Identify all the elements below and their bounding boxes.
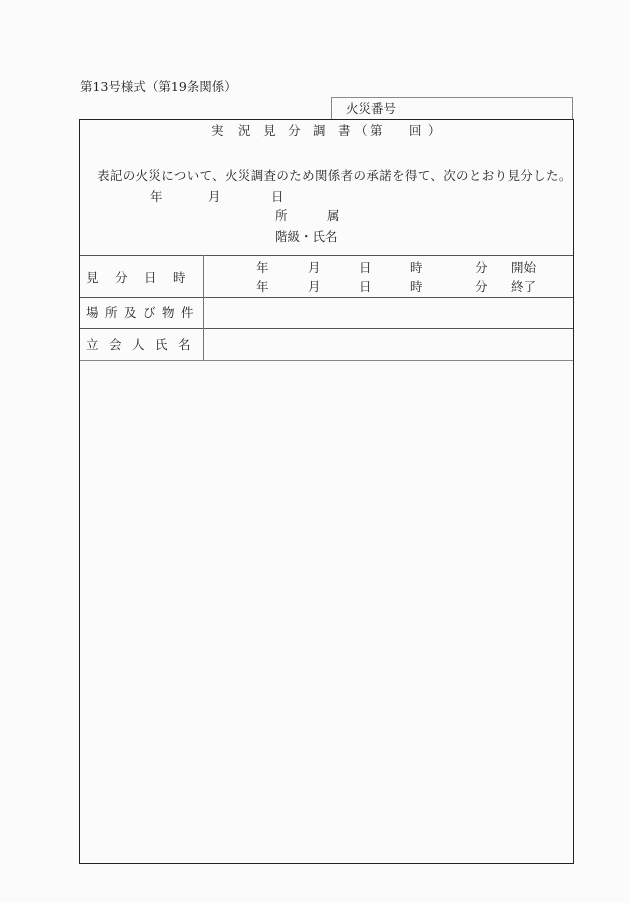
row-label-char: 時 — [173, 270, 186, 285]
end-day-label: 日 — [359, 279, 372, 294]
fire-number-box[interactable] — [331, 97, 573, 119]
date-day-label: 日 — [271, 189, 284, 204]
inspection-report-form — [79, 119, 574, 864]
end-hour-label: 時 — [410, 279, 423, 294]
inspection-body-area[interactable] — [80, 361, 572, 861]
row-label-char: 日 — [144, 270, 157, 285]
title-char: （ — [355, 123, 368, 138]
end-month-label: 月 — [308, 279, 321, 294]
row-label-char: 件 — [181, 305, 194, 320]
start-minute-label: 分 — [475, 260, 488, 275]
row-label-char: 立 — [86, 337, 99, 352]
start-month-label: 月 — [308, 260, 321, 275]
row-label-char: 場 — [86, 305, 99, 320]
title-char: 分 — [288, 123, 301, 138]
row-label-char: 物 — [162, 305, 175, 320]
row-label-char: 及 — [124, 305, 137, 320]
row-label-char: 分 — [115, 270, 128, 285]
fire-number-label: 火災番号 — [346, 101, 397, 116]
row-label-char: 会 — [109, 337, 122, 352]
title-char: 実 — [211, 123, 224, 138]
end-minute-label: 分 — [475, 279, 488, 294]
row-label-char: 名 — [178, 337, 191, 352]
consent-statement: 表記の火災について、火災調査のため関係者の承諾を得て、次のとおり見分した。 — [97, 168, 572, 183]
row-label-char: 見 — [86, 270, 99, 285]
affiliation-label-char: 属 — [327, 208, 340, 223]
title-char: 回 — [409, 123, 422, 138]
rank-name-label: 階級・氏名 — [275, 229, 338, 244]
form-number-label: 第13号様式（第19条関係） — [80, 79, 237, 94]
start-day-label: 日 — [359, 260, 372, 275]
end-year-label: 年 — [256, 279, 269, 294]
start-year-label: 年 — [256, 260, 269, 275]
title-char: 第 — [370, 123, 383, 138]
start-status-label: 開始 — [511, 260, 537, 275]
location-objects-field[interactable] — [205, 298, 571, 328]
title-char: ） — [428, 123, 441, 138]
row-label-char: 所 — [105, 305, 118, 320]
title-char: 調 — [313, 123, 326, 138]
row-label-char: 人 — [132, 337, 145, 352]
witness-name-field[interactable] — [205, 329, 571, 360]
row-label-char: び — [143, 305, 156, 320]
title-char: 書 — [338, 123, 351, 138]
title-char: 見 — [263, 123, 276, 138]
row-label-char: 氏 — [155, 337, 168, 352]
end-status-label: 終了 — [511, 279, 537, 294]
title-char: 況 — [238, 123, 251, 138]
affiliation-label-char: 所 — [275, 208, 288, 223]
divider — [80, 255, 573, 256]
start-hour-label: 時 — [410, 260, 423, 275]
column-divider — [203, 255, 204, 360]
date-year-label: 年 — [150, 189, 163, 204]
date-month-label: 月 — [208, 189, 221, 204]
